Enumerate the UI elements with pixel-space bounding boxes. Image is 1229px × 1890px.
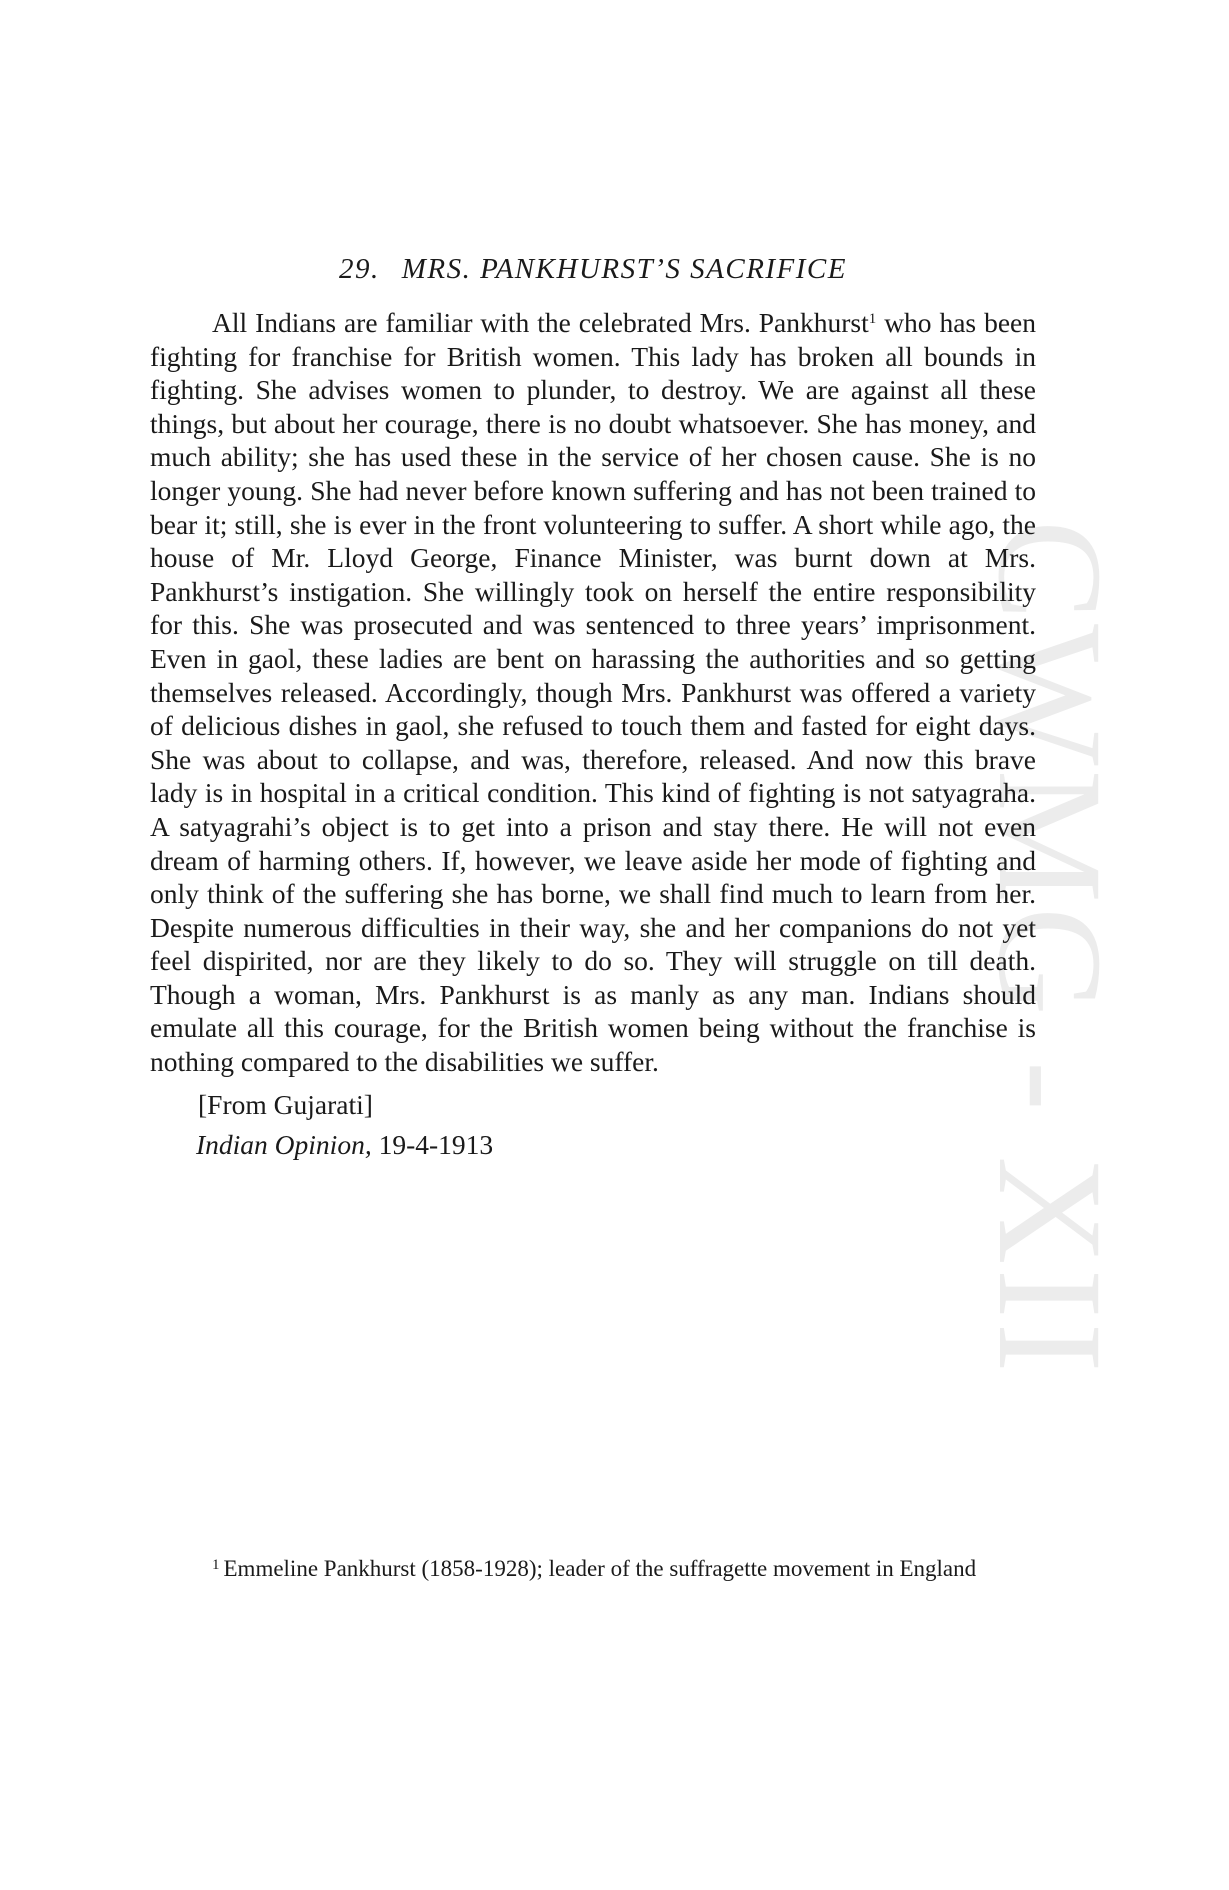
citation	[196, 1125, 1036, 1165]
citation-publication: Indian Opinion,	[196, 1128, 372, 1160]
body-text-start: All Indians are familiar with the celebrated Mrs. Pankhurst	[212, 307, 869, 338]
body-text-rest: who has been fighting for franchise for British women. This lady has broken all bounds in fighting. She advises women to plunder, to destroy. We are against all these things, but about her courage, there is no doubt whatsoever. She has money, and much ability; she has used these in the service of her chosen cause. She is no longer young. She had never before known suffering and has not been trained to bear it; still, she is ever in the front volunteering to suffer. A short while ago, the house of Mr. Lloyd George, Finance Minister, was burnt down at Mrs. Pankhurst’s instigation. She willingly took on herself the entire responsibility for this. She was prosecuted and was sentenced to three years’ imprisonment. Even in gaol, these ladies are bent on harassing the authorities and so getting themselves released. Accordingly, though Mrs. Pankhurst was offered a variety of delicious dishes in gaol, she refused to touch them and fasted for eight days. She was about to collapse, and was, therefore, released. And now this brave lady is in hospital in a critical condition. This kind of fighting is not satyagraha. A satyagrahi’s object is to get into a prison and stay there. He will not even dream of harming others. If, however, we leave aside her mode of fighting and only think of the suffering she has borne, we shall find much to learn from her. Despite numerous difficulties in their way, she and her companions do not yet feel dispirited, nor are they likely to do so. They will struggle on till death. Though a woman, Mrs. Pankhurst is as manly as any man. Indians should emulate all this courage, for the British women being without the franchise is nothing compared to the disabilities we suffer.	[150, 307, 1036, 1078]
citation-date: 19-4-1913	[371, 1128, 494, 1160]
watermark-text: CWMG - XII	[967, 520, 1133, 1377]
footnote-marker: 1	[212, 1557, 220, 1573]
article-number: 29.	[339, 253, 380, 285]
footnote-reference: 1	[868, 311, 877, 327]
footnote-text: Emmeline Pankhurst (1858-1928); leader of the suffragette movement in England	[223, 1556, 977, 1581]
article-title-text: MRS. PANKHURST’S SACRIFICE	[401, 253, 847, 285]
article-title	[150, 250, 1036, 288]
source-note: [From Gujarati]	[198, 1088, 373, 1120]
article-body	[150, 306, 1036, 1079]
footnote	[150, 1553, 1036, 1585]
article	[150, 250, 1036, 1165]
